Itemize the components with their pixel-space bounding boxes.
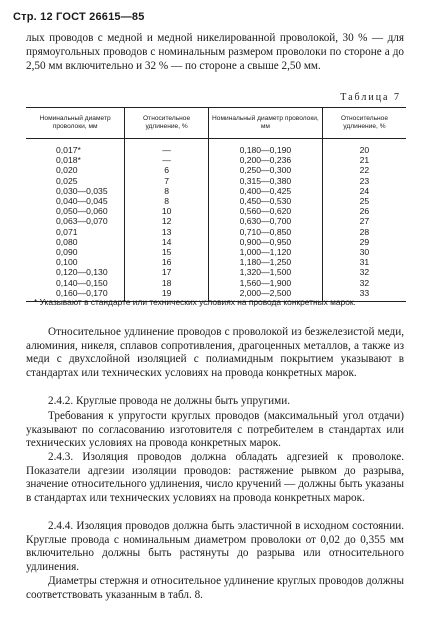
table-row bbox=[26, 247, 406, 257]
page-header: Стр. 12 ГОСТ 26615—85 bbox=[13, 11, 145, 23]
table-cell: 0,100 bbox=[56, 257, 78, 268]
table-cell: 0,030—0,035 bbox=[56, 185, 108, 196]
table-row bbox=[26, 196, 406, 206]
table-cell: 21 bbox=[322, 155, 406, 165]
table-cell: 16 bbox=[125, 257, 209, 267]
table-7 bbox=[26, 107, 406, 302]
table-cell: — bbox=[125, 155, 209, 165]
final-paragraph: Диаметры стержня и относительное удлинение круглых проводов должны соответствовать указанным в табл. 8. bbox=[26, 575, 404, 601]
table-cell: 29 bbox=[322, 237, 406, 247]
column-header: Относительное удлинение, % bbox=[322, 108, 406, 139]
table-cell: 1,320—1,500 bbox=[208, 267, 322, 277]
table-cell: 33 bbox=[322, 288, 406, 302]
table-cell: 25 bbox=[322, 196, 406, 206]
table-row bbox=[26, 186, 406, 196]
table-cell: 32 bbox=[322, 278, 406, 288]
table-cell: 15 bbox=[125, 247, 209, 257]
column-header: Относительное удлинение, % bbox=[125, 108, 209, 139]
table-cell: 1,000—1,120 bbox=[208, 247, 322, 257]
table-cell: 0,200—0,236 bbox=[208, 155, 322, 165]
table-cell: 26 bbox=[322, 206, 406, 216]
table-cell: 1,180—1,250 bbox=[208, 257, 322, 267]
table-cell: 20 bbox=[322, 139, 406, 156]
table-cell: 32 bbox=[322, 267, 406, 277]
table-cell: 0,560—0,620 bbox=[208, 206, 322, 216]
table-cell: 27 bbox=[322, 216, 406, 226]
table-cell: 0,140—0,150 bbox=[56, 277, 108, 288]
table-cell: 1,560—1,900 bbox=[208, 278, 322, 288]
table-row bbox=[26, 237, 406, 247]
table-row bbox=[26, 216, 406, 226]
table-row bbox=[26, 227, 406, 237]
table-cell: 0,080 bbox=[56, 236, 78, 247]
table-cell: 0,120—0,130 bbox=[56, 267, 108, 278]
table-cell: 0,900—0,950 bbox=[208, 237, 322, 247]
table-cell: 14 bbox=[125, 237, 209, 247]
table-cell: 0,020 bbox=[56, 165, 78, 176]
table-cell: 12 bbox=[125, 216, 209, 226]
table-cell: 0,250—0,300 bbox=[208, 165, 322, 175]
table-cell: 0,050—0,060 bbox=[56, 206, 108, 217]
clause-2-4-4: 2.4.4. Изоляция проводов должна быть эластичной в исходном состоянии. Круглые провода с номинальным диаметром проволоки от 0,02 до 0,355 мм включительно должны быть растянуты до разрыва или относительного удлинения. bbox=[26, 520, 404, 573]
table-row bbox=[26, 176, 406, 186]
table-cell: 18 bbox=[125, 278, 209, 288]
column-header: Номинальный диаметр проволоки, мм bbox=[26, 108, 125, 139]
intro-paragraph: лых проводов с медной и медной никелированной проволокой, 30 % — для прямоугольных проводов с номинальным размером проволоки по стороне а до 2,50 мм включительно и 32 % — по стороне а свыше 2,50 мм. bbox=[26, 32, 404, 72]
table-caption: Таблица 7 bbox=[340, 92, 401, 103]
table-cell: 0,400—0,425 bbox=[208, 186, 322, 196]
table-cell: 28 bbox=[322, 227, 406, 237]
table-body bbox=[26, 139, 406, 302]
table-row bbox=[26, 206, 406, 216]
table-cell: 0,710—0,850 bbox=[208, 227, 322, 237]
table-row bbox=[26, 267, 406, 277]
table-cell: 13 bbox=[125, 227, 209, 237]
table-cell: 10 bbox=[125, 206, 209, 216]
table-cell: 0,180—0,190 bbox=[208, 139, 322, 156]
table-cell: 0,040—0,045 bbox=[56, 196, 108, 207]
table-cell: 24 bbox=[322, 186, 406, 196]
table-row bbox=[26, 257, 406, 267]
table-cell: 6 bbox=[125, 165, 209, 175]
table-cell: 0,025 bbox=[56, 175, 78, 186]
table-cell: 31 bbox=[322, 257, 406, 267]
table-cell: 8 bbox=[125, 186, 209, 196]
table-cell: 0,063—0,070 bbox=[56, 216, 108, 227]
table-cell: 8 bbox=[125, 196, 209, 206]
table-row bbox=[26, 139, 406, 156]
table-row bbox=[26, 155, 406, 165]
table-cell: 0,450—0,530 bbox=[208, 196, 322, 206]
table-cell: 0,315—0,380 bbox=[208, 176, 322, 186]
table-cell: 30 bbox=[322, 247, 406, 257]
table-cell: 23 bbox=[322, 176, 406, 186]
clause-2-4-3: 2.4.3. Изоляция проводов должна обладать адгезией к проволоке. Показатели адгезии изоляции проводов: растяжение рывком до разрыва, значение относительного удлинения, число кручений — должны быть указаны в стандартах или технических условиях на провода конкретных марок. bbox=[26, 451, 404, 504]
table-cell: 0,017* bbox=[56, 145, 81, 155]
table-cell: 19 bbox=[125, 288, 209, 302]
table-row bbox=[26, 278, 406, 288]
table-cell: 7 bbox=[125, 176, 209, 186]
clause-2-4-2-heading: 2.4.2. Круглые провода не должны быть упругими. bbox=[48, 395, 291, 407]
table-header-row bbox=[26, 108, 406, 139]
table-cell: 0,630—0,700 bbox=[208, 216, 322, 226]
elongation-paragraph: Относительное удлинение проводов с проволокой из безжелезистой меди, алюминия, никеля, сплавов сопротивления, драгоценных металлов, а также из меди с двухслойной изоляцией с полиамидным покрытием указывают в стандартах или технических условиях на провода конкретных марок. bbox=[26, 326, 404, 379]
table-cell: 2,000—2,500 bbox=[208, 288, 322, 302]
column-header: Номинальный диаметр проволоки, мм bbox=[208, 108, 322, 139]
table-cell: — bbox=[125, 139, 209, 156]
table-cell: 0,018* bbox=[56, 155, 81, 166]
clause-2-4-2-text: Требования к упругости круглых проводов (максимальный угол отдачи) указывают по согласованию изготовителя с потребителем в стандартах или технических условиях на провода конкретных марок. bbox=[26, 410, 404, 450]
table-cell: 0,090 bbox=[56, 247, 78, 258]
table-cell: 0,160—0,170 bbox=[26, 288, 125, 302]
table-footnote: * Указывают в стандарте или технических условиях на провода конкретных марок. bbox=[34, 297, 356, 307]
table-cell: 22 bbox=[322, 165, 406, 175]
table-cell: 0,071 bbox=[56, 226, 78, 237]
table-cell: 17 bbox=[125, 267, 209, 277]
table-row bbox=[26, 165, 406, 175]
